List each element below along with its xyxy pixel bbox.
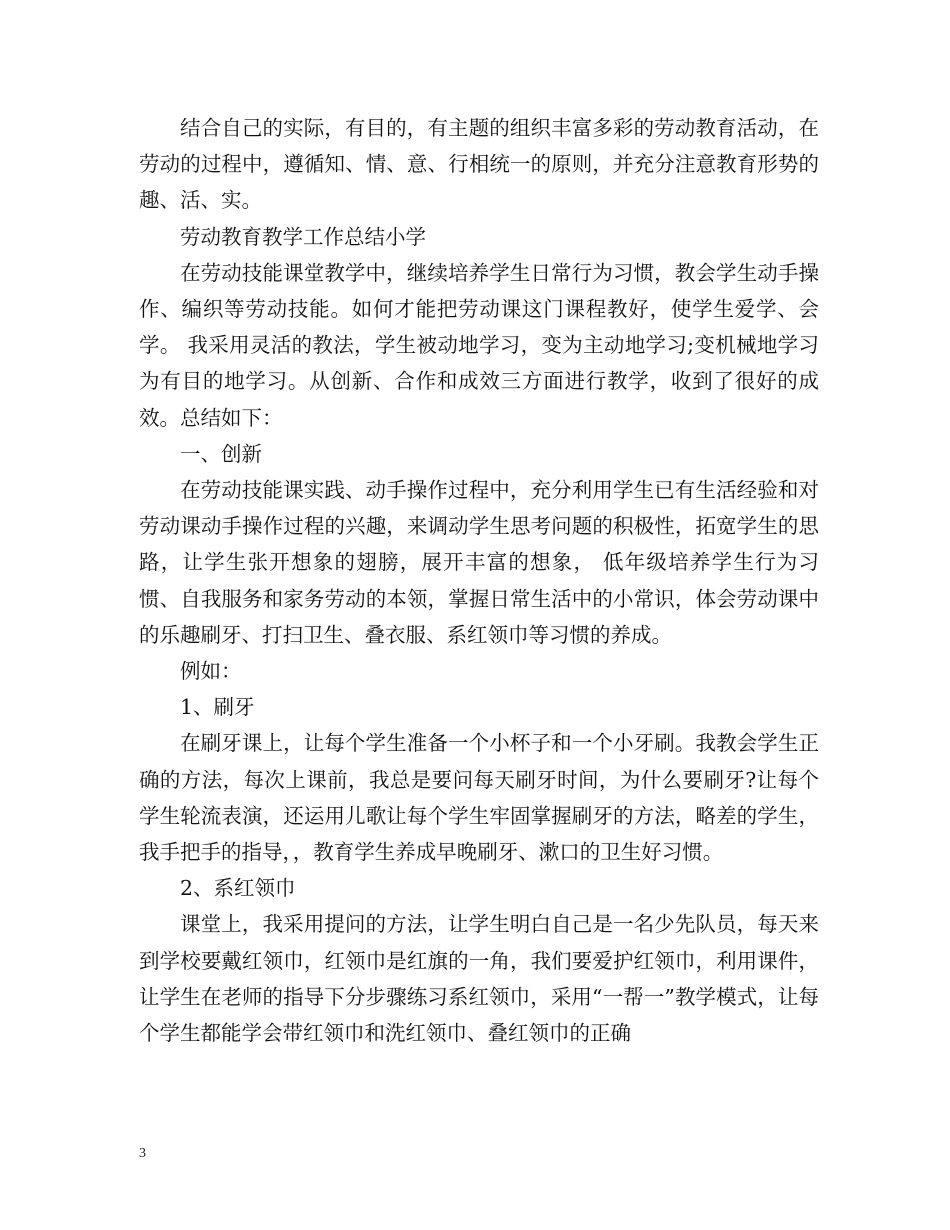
- document-body: [139, 110, 819, 1051]
- paragraph-brushing-teeth: 在刷牙课上，让每个学生准备一个小杯子和一个小牙刷。我教会学生正确的方法，每次上课前，我总是要问每天刷牙时间，为什么要刷牙?让每个学生轮流表演，还运用儿歌让每个学生牢固掌握刷牙的方法，略差的学生，我手把手的指导，，教育学生养成早晚刷牙、漱口的卫生好习惯。: [139, 731, 819, 865]
- paragraph-intro: 结合自己的实际，有目的，有主题的组织丰富多彩的劳动教育活动，在劳动的过程中，遵循知、情、意、行相统一的原则，并充分注意教育形势的趣、活、实。: [139, 116, 819, 213]
- paragraph-example-intro: 例如：: [180, 659, 242, 684]
- heading-innovation: 一、创新: [180, 441, 262, 466]
- page-number: 3: [139, 1146, 146, 1161]
- paragraph-red-scarf: 课堂上，我采用提问的方法，让学生明白自己是一名少先队员，每天来到学校要戴红领巾，红领巾是红旗的一角，我们要爱护红领巾，利用课件，让学生在老师的指导下分步骤练习系红领巾，采用“一帮一”教学模式，让每个学生都能学会带红领巾和洗红领巾、叠红领巾的正确: [139, 912, 819, 1046]
- heading-red-scarf: 2、系红领巾: [180, 876, 296, 901]
- paragraph-innovation: 在劳动技能课实践、动手操作过程中，充分利用学生已有生活经验和对劳动课动手操作过程的兴趣，来调动学生思考问题的积极性，拓宽学生的思路，让学生张开想象的翅膀，展开丰富的想象， 低年级培养学生行为习惯、自我服务和家务劳动的本领，掌握日常生活中的小常识，体会劳动课中的乐趣刷牙、打扫卫生、叠衣服、系红领巾等习惯的养成。: [139, 478, 819, 647]
- heading-brushing-teeth: 1、刷牙: [180, 695, 255, 720]
- section-title: 劳动教育教学工作总结小学: [180, 224, 426, 249]
- paragraph-overview: 在劳动技能课堂教学中，继续培养学生日常行为习惯，教会学生动手操作、编织等劳动技能。如何才能把劳动课这门课程教好，使学生爱学、会学。 我采用灵活的教法，学生被动地学习，变为主动地学习;变机械地学习为有目的地学习。从创新、合作和成效三方面进行教学，收到了很好的成效。总结如下：: [139, 260, 819, 430]
